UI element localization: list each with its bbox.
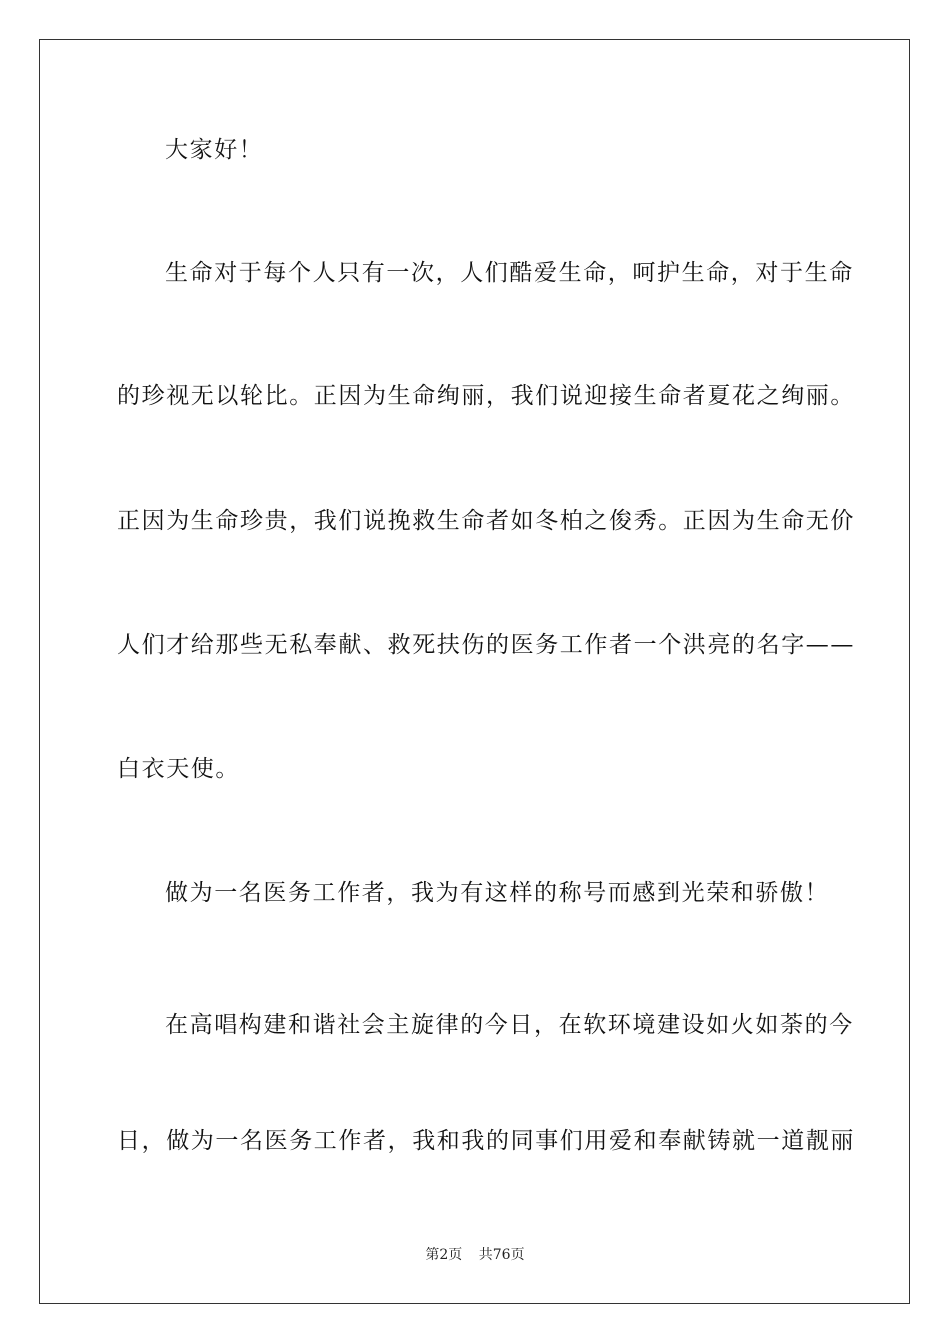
paragraph-line: 正因为生命珍贵，我们说挽救生命者如冬柏之俊秀。正因为生命无价 (117, 508, 855, 534)
page-footer (0, 1244, 950, 1264)
paragraph-line: 日，做为一名医务工作者，我和我的同事们用爱和奉献铸就一道靓丽 (117, 1128, 855, 1154)
paragraph-line: 白衣天使。 (117, 756, 240, 782)
paragraph-line: 的珍视无以轮比。正因为生命绚丽，我们说迎接生命者夏花之绚丽。 (117, 383, 855, 409)
greeting-line: 大家好！ (165, 137, 264, 163)
paragraph-line: 人们才给那些无私奉献、救死扶伤的医务工作者一个洪亮的名字—— (117, 632, 855, 658)
paragraph-line: 做为一名医务工作者，我为有这样的称号而感到光荣和骄傲！ (165, 880, 830, 906)
paragraph-line: 生命对于每个人只有一次，人们酷爱生命，呵护生命，对于生命 (165, 260, 854, 286)
page-number: 第2页 (425, 1247, 463, 1263)
paragraph-line: 在高唱构建和谐社会主旋律的今日，在软环境建设如火如荼的今 (165, 1012, 854, 1038)
total-pages: 共76页 (478, 1247, 525, 1263)
page-frame (39, 39, 910, 1304)
